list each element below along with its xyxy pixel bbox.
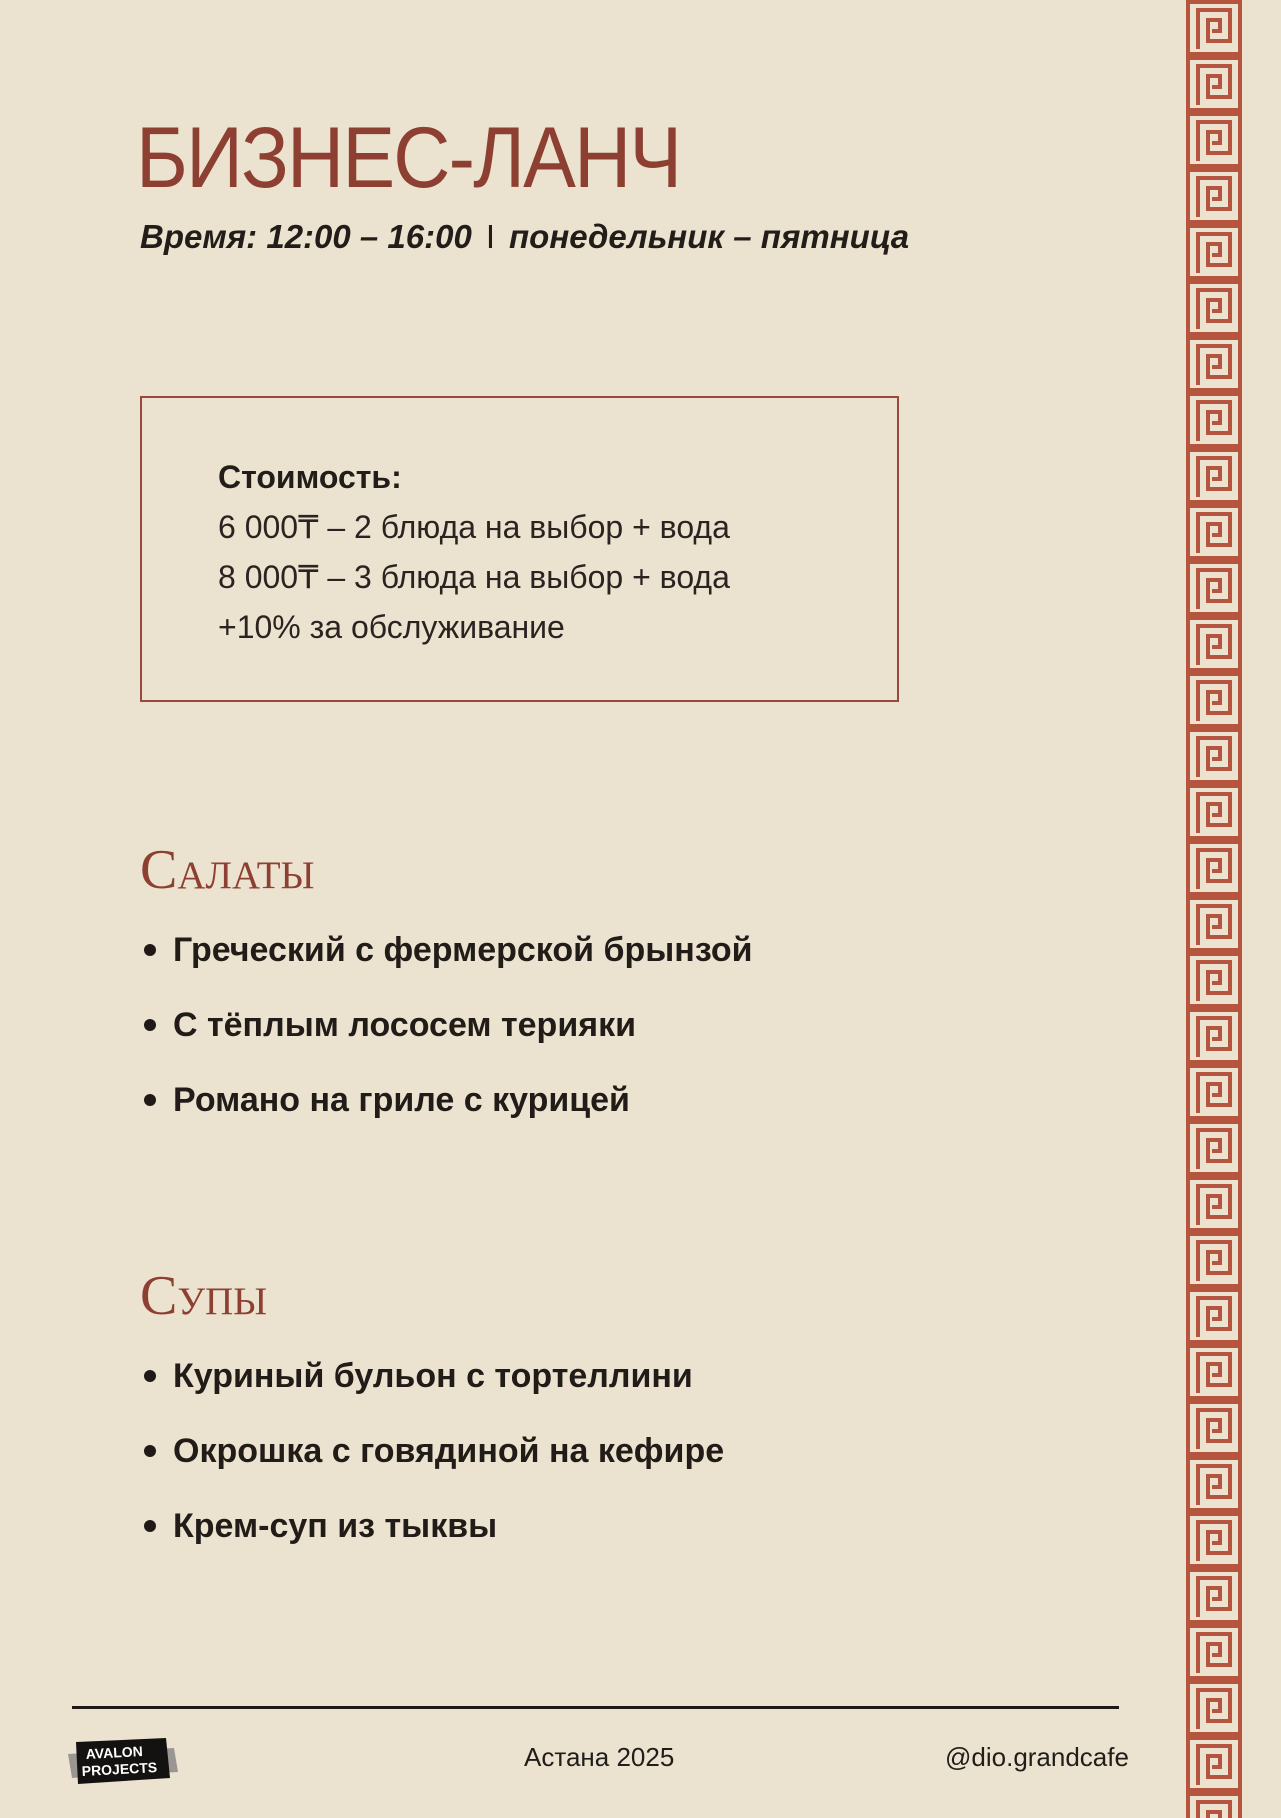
schedule-line	[140, 215, 909, 259]
logo-text-bottom: PROJECTS	[81, 1759, 158, 1779]
price-option-two-dishes: 6 000₸ – 2 блюда на выбор + вода	[218, 509, 730, 545]
avalon-projects-logo-icon	[68, 1738, 178, 1784]
soups-list	[140, 1354, 724, 1579]
schedule-days: понедельник – пятница	[509, 218, 910, 255]
price-content	[218, 452, 730, 652]
footer-city-year: Астана 2025	[524, 1742, 675, 1772]
list-item: С тёплым лососем терияки	[140, 1003, 753, 1078]
section-title-soups: Супы	[140, 1265, 268, 1327]
list-item: Крем-суп из тыквы	[140, 1504, 724, 1579]
schedule-time: Время: 12:00 – 16:00	[140, 218, 472, 255]
price-option-three-dishes: 8 000₸ – 3 блюда на выбор + вода	[218, 559, 730, 595]
price-heading: Стоимость:	[218, 459, 402, 495]
list-item: Окрошка с говядиной на кефире	[140, 1429, 724, 1504]
logo-text-top: AVALON	[85, 1743, 144, 1762]
price-box	[140, 396, 899, 702]
greek-key-border-icon	[1186, 0, 1242, 1818]
salads-list	[140, 928, 753, 1153]
list-item: Греческий с фермерской брынзой	[140, 928, 753, 1003]
footer-social-handle: @dio.grandcafe	[945, 1742, 1129, 1772]
page-title: БИЗНЕС-ЛАНЧ	[136, 110, 681, 206]
service-charge: +10% за обслуживание	[218, 609, 565, 645]
list-item: Романо на гриле с курицей	[140, 1078, 753, 1153]
list-item: Куриный бульон с тортеллини	[140, 1354, 724, 1429]
section-title-salads: Салаты	[140, 839, 315, 901]
schedule-separator: I	[485, 218, 496, 255]
footer-divider	[72, 1706, 1119, 1709]
